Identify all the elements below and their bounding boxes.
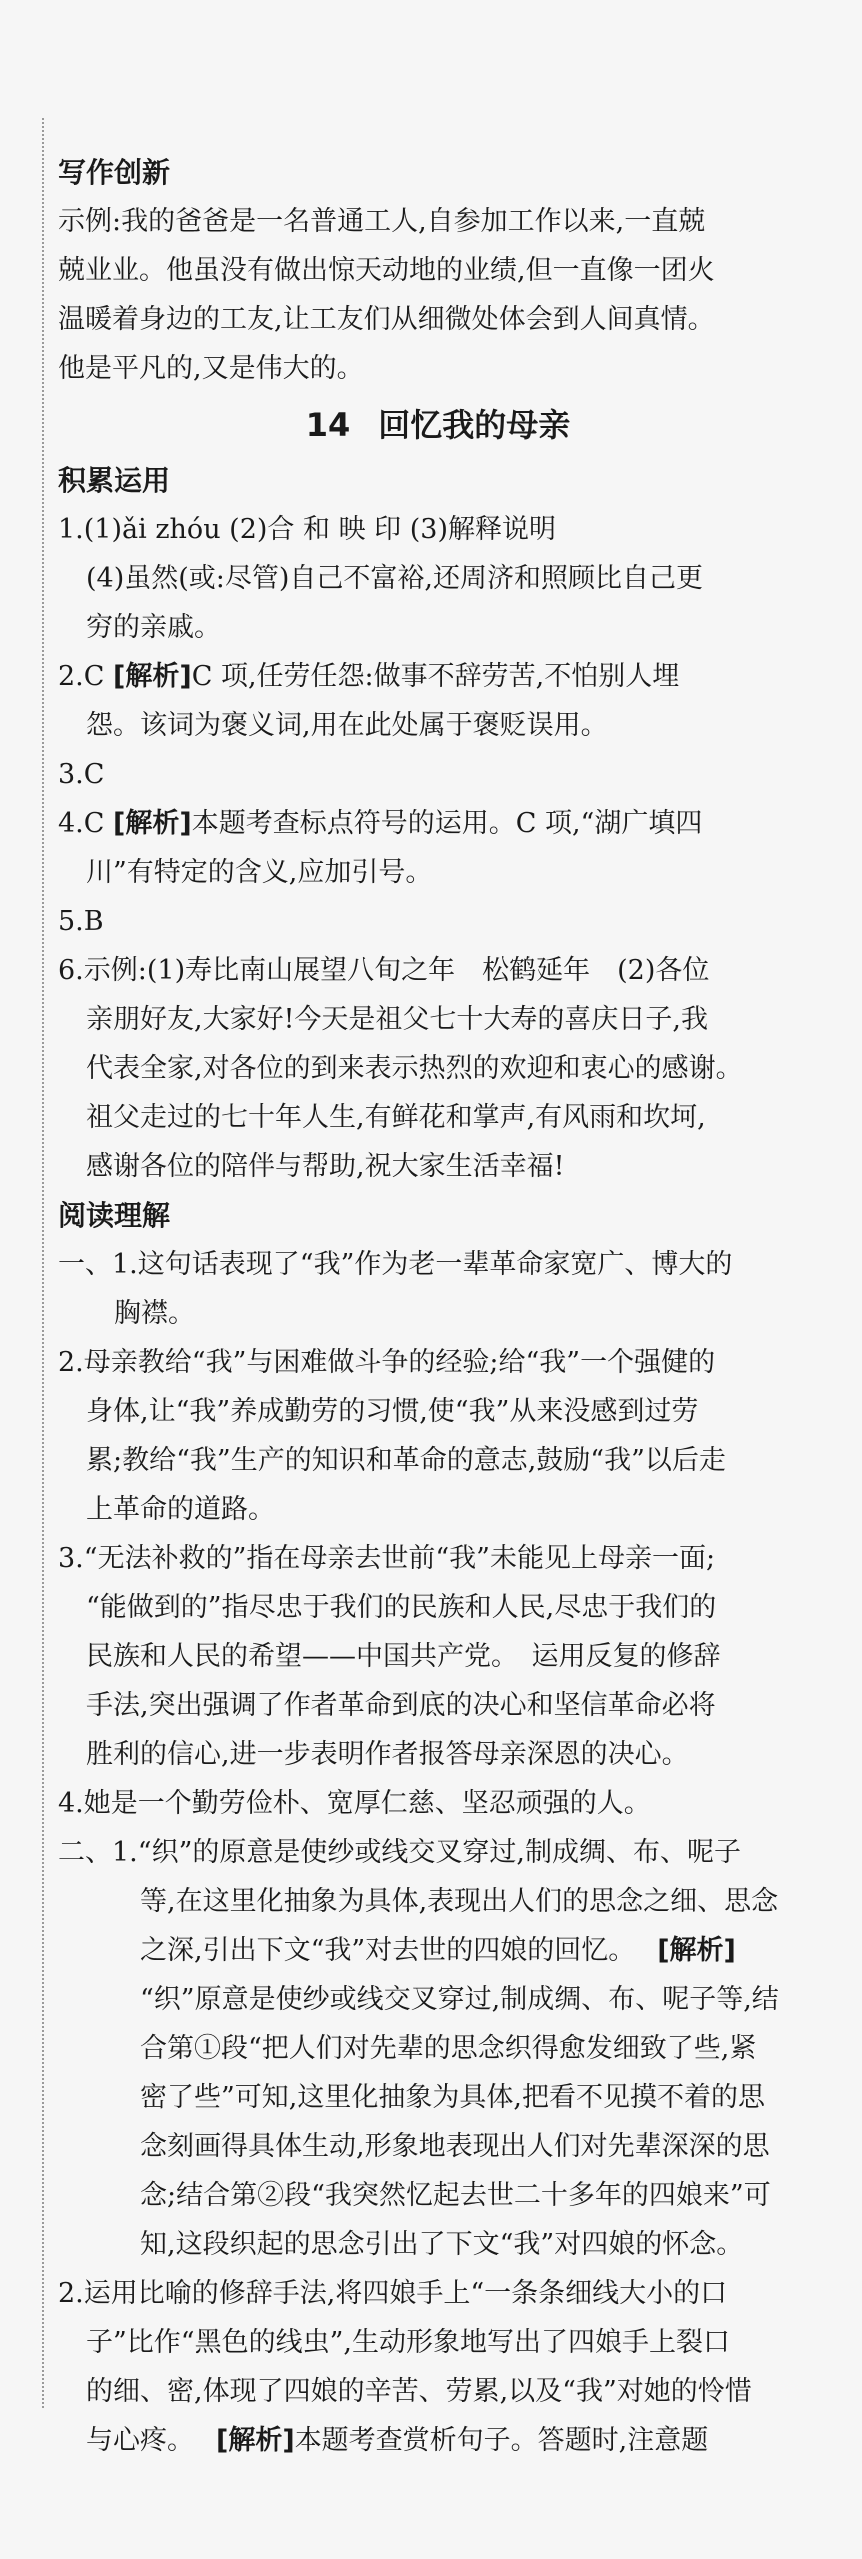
answer-line (58, 1926, 818, 1975)
answer-line: 5.B (58, 906, 104, 937)
answer-text: 2.C (58, 661, 114, 692)
answer-line (58, 799, 818, 848)
answer-line: 2.运用比喻的修辞手法,将四娘手上“一条条细线大小的口 (58, 2278, 728, 2309)
answer-line: 感谢各位的陪伴与帮助,祝大家生活幸福! (86, 1151, 565, 1182)
answer-line: 念;结合第②段“我突然忆起去世二十多年的四娘来”可 (140, 2180, 771, 2211)
answer-line: 念刻画得具体生动,形象地表现出人们对先辈深深的思 (140, 2131, 770, 2162)
answer-line: 3.C (58, 759, 105, 790)
answer-line: 子”比作“黑色的线虫”,生动形象地写出了四娘手上裂口 (86, 2327, 730, 2358)
answer-line: 亲朋好友,大家好!今天是祖父七十大寿的喜庆日子,我 (86, 1004, 709, 1035)
answer-line: 一、1.这句话表现了“我”作为老一辈革命家宽广、博大的 (58, 1249, 733, 1280)
analysis-tag: [解析] (657, 1935, 736, 1966)
answer-line: “织”原意是使纱或线交叉穿过,制成绸、布、呢子等,结 (140, 1984, 779, 2015)
lesson-name: 回忆我的母亲 (378, 406, 571, 444)
section-heading-writing: 写作创新 (58, 156, 171, 189)
answer-line: 民族和人民的希望——中国共产党。 运用反复的修辞 (86, 1641, 721, 1672)
analysis-tag: [解析] (216, 2425, 295, 2456)
answer-line: 胸襟。 (114, 1298, 195, 1329)
answer-line: 上革命的道路。 (86, 1494, 275, 1525)
answer-text: 4.C (58, 808, 114, 839)
answer-line: 手法,突出强调了作者革命到底的决心和坚信革命必将 (86, 1690, 716, 1721)
writing-line: 兢业业。他虽没有做出惊天动地的业绩,但一直像一团火 (58, 255, 715, 286)
answer-text: 与心疼。 (86, 2425, 194, 2456)
answer-line: 密了些”可知,这里化抽象为具体,把看不见摸不着的思 (140, 2082, 765, 2113)
answer-text: 本题考查标点符号的运用。C 项,“湖广填四 (191, 808, 703, 839)
writing-line: 他是平凡的,又是伟大的。 (58, 353, 364, 384)
answer-line: 胜利的信心,进一步表明作者报答母亲深恩的决心。 (86, 1739, 689, 1770)
answer-line: 等,在这里化抽象为具体,表现出人们的思念之细、思念 (140, 1886, 779, 1917)
answer-line: 合第①段“把人们对先辈的思念织得愈发细致了些,紧 (140, 2033, 757, 2064)
section-heading-accumulate: 积累运用 (58, 464, 171, 497)
answer-line: 1.(1)ǎi zhóu (2)合 和 映 印 (3)解释说明 (58, 514, 556, 545)
answer-content (58, 148, 818, 2465)
answer-line: 川”有特定的含义,应加引号。 (86, 857, 433, 888)
writing-line: 示例:我的爸爸是一名普通工人,自参加工作以来,一直兢 (58, 206, 706, 237)
answer-line: 6.示例:(1)寿比南山展望八旬之年 松鹤延年 (2)各位 (58, 955, 710, 986)
answer-line: 知,这段织起的思念引出了下文“我”对四娘的怀念。 (140, 2229, 744, 2260)
answer-line: 3.“无法补救的”指在母亲去世前“我”未能见上母亲一面; (58, 1543, 716, 1574)
answer-line: 祖父走过的七十年人生,有鲜花和掌声,有风雨和坎坷, (86, 1102, 706, 1133)
answer-line: 4.她是一个勤劳俭朴、宽厚仁慈、坚忍顽强的人。 (58, 1788, 651, 1819)
answer-line: “能做到的”指尽忠于我们的民族和人民,尽忠于我们的 (86, 1592, 717, 1623)
answer-line: (4)虽然(或:尽管)自己不富裕,还周济和照顾比自己更 (86, 563, 703, 594)
answer-text: C 项,任劳任怨:做事不辞劳苦,不怕别人埋 (191, 661, 680, 692)
answer-text: 本题考查赏析句子。答题时,注意题 (294, 2425, 709, 2456)
margin-dotted-rule (42, 118, 44, 2408)
answer-line: 累;教给“我”生产的知识和革命的意志,鼓励“我”以后走 (86, 1445, 726, 1476)
lesson-number: 14 (305, 406, 351, 444)
answer-line (58, 2416, 818, 2465)
section-heading-reading: 阅读理解 (58, 1199, 171, 1232)
lesson-title (58, 401, 818, 450)
analysis-tag: [解析] (113, 808, 192, 839)
answer-line: 2.母亲教给“我”与困难做斗争的经验;给“我”一个强健的 (58, 1347, 716, 1378)
answer-line: 怨。该词为褒义词,用在此处属于褒贬误用。 (86, 710, 608, 741)
writing-line: 温暖着身边的工友,让工友们从细微处体会到人间真情。 (58, 304, 715, 335)
answer-line (58, 652, 818, 701)
answer-line: 二、1.“织”的原意是使纱或线交叉穿过,制成绸、布、呢子 (58, 1837, 741, 1868)
analysis-tag: [解析] (113, 661, 192, 692)
answer-line: 穷的亲戚。 (86, 612, 221, 643)
answer-line: 身体,让“我”养成勤劳的习惯,使“我”从来没感到过劳 (86, 1396, 699, 1427)
answer-line: 的细、密,体现了四娘的辛苦、劳累,以及“我”对她的怜惜 (86, 2376, 752, 2407)
answer-line: 代表全家,对各位的到来表示热烈的欢迎和衷心的感谢。 (86, 1053, 743, 1084)
answer-text: 之深,引出下文“我”对去世的四娘的回忆。 (140, 1935, 636, 1966)
